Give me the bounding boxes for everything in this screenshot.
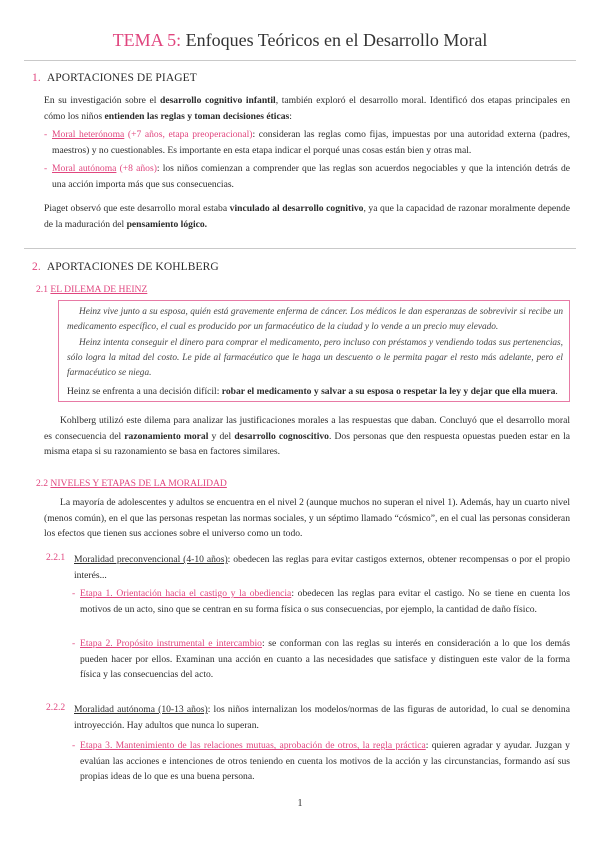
bullet-moral-heteronoma: - Moral heterónoma (+7 años, etapa preoperacional): consideran las reglas como fijas, impuestas por una autoridad externa (padres, maestros) y no cuestionables. Es importante en esta etapa indicar el porqué unas cosas están bien y otras mal. — [44, 129, 570, 156]
bullet-moral-autonoma: - Moral autónoma (+8 años): los niños comienzan a comprender que las reglas son acuerdos negociables y que la intención detrás de una acción importa más que sus consecuencias. — [44, 163, 570, 190]
page-number: 1 — [297, 798, 303, 809]
piaget-intro: En su investigación sobre el desarrollo cognitivo infantil, también exploró el desarrollo moral. Identificó dos etapas principales en cómo los niños entienden las reglas y toman decisiones éticas: — [44, 95, 570, 122]
preconventional-paragraph: Moralidad preconvencional (4-10 años): obedecen las reglas para evitar castigos externos, obtener recompensas o por el propio interés... — [74, 554, 570, 581]
stage-2-item: - Etapa 2. Propósito instrumental e intercambio: se conforman con las reglas su interés en consideración a lo que los demás pueden hacer por ellos. Examinan una acción en cuanto a las necesidades que satisface y distinguen este valor de la forma física y las consecuencias del acto. — [72, 638, 570, 680]
stage-3-item: - Etapa 3. Mantenimiento de las relaciones mutuas, aprobación de otros, la regla práctica: quieren agradar y ayudar. Juzgan y evalúan las acciones e intenciones de otros teniendo en cuenta los motivos de la acción y las circunstancias, formando así sus propias ideas de lo que es una buena persona. — [72, 740, 570, 782]
dilemma-paragraph-2: Heinz intenta conseguir el dinero para comprar el medicamento, pero incluso con préstamos y vendiendo todas sus pertenencias, sólo logra la mitad del costo. Le pide al farmacéutico que le haga un descuento o le permita pagar el resto más adelante, pero el farmacéutico se niega. — [67, 338, 563, 378]
subsection-heading-levels: 2.2 NIVELES Y ETAPAS DE LA MORALIDAD — [36, 478, 227, 489]
divider — [24, 60, 576, 61]
autonomous-paragraph: Moralidad autónoma (10-13 años): los niños internalizan los modelos/normas de las figuras de autoridad, lo cual se denomina introyección. Hay adultos que nunca lo superan. — [74, 704, 570, 731]
dilemma-box — [58, 300, 570, 402]
dilemma-paragraph-3: Heinz se enfrenta a una decisión difícil: robar el medicamento y salvar a su esposa o respetar la ley y dejar que ella muera. — [67, 386, 558, 397]
dilemma-paragraph-1: Heinz vive junto a su esposa, quién está gravemente enferma de cáncer. Los médicos le dan esperanzas de sobrevivir si recibe un medicamento específico, el cual es producido por un farmacéutico de la ciudad y lo vende a un precio muy elevado. — [67, 307, 563, 332]
piaget-conclusion: Piaget observó que este desarrollo moral estaba vinculado al desarrollo cognitivo, ya que la capacidad de razonar moralmente depende de la maduración del pensamiento lógico. — [44, 203, 571, 230]
section-heading-kohlberg: 2. APORTACIONES DE KOHLBERG — [32, 261, 219, 273]
divider — [24, 248, 576, 249]
subsubsection-number: 2.2.2 — [46, 702, 66, 713]
section-heading-piaget: 1. APORTACIONES DE PIAGET — [32, 72, 197, 84]
subsection-heading-heinz: 2.1 EL DILEMA DE HEINZ — [36, 284, 148, 295]
stage-1-item: - Etapa 1. Orientación hacia el castigo y la obediencia: obedecen las reglas para evitar el castigo. No se tiene en cuenta los motivos de un acto, sino que se centran en su forma física o sus consecuencias, por ejemplo, la cantidad de daño físico. — [72, 588, 570, 615]
kohlberg-paragraph: Kohlberg utilizó este dilema para analizar las justificaciones morales a las respuestas que daban. Concluyó que el desarrollo moral es consecuencia del razonamiento moral y del desarrollo cognoscitivo. Dos personas que den respuesta opuestas pueden estar en la misma etapa si su razonamiento se basa en factores similares. — [44, 415, 570, 457]
levels-intro: La mayoría de adolescentes y adultos se encuentra en el nivel 2 (aunque muchos no superan el nivel 1). Además, hay un cuarto nivel (menos común), en el que las personas respetan las normas sociales, y un séptimo llamado “cósmico”, en el cual las personas consideran los efectos que tienen sus acciones sobre el universo como un todo. — [44, 497, 570, 539]
page-title: TEMA 5: Enfoques Teóricos en el Desarrollo Moral — [112, 30, 488, 50]
subsubsection-number: 2.2.1 — [46, 552, 66, 563]
